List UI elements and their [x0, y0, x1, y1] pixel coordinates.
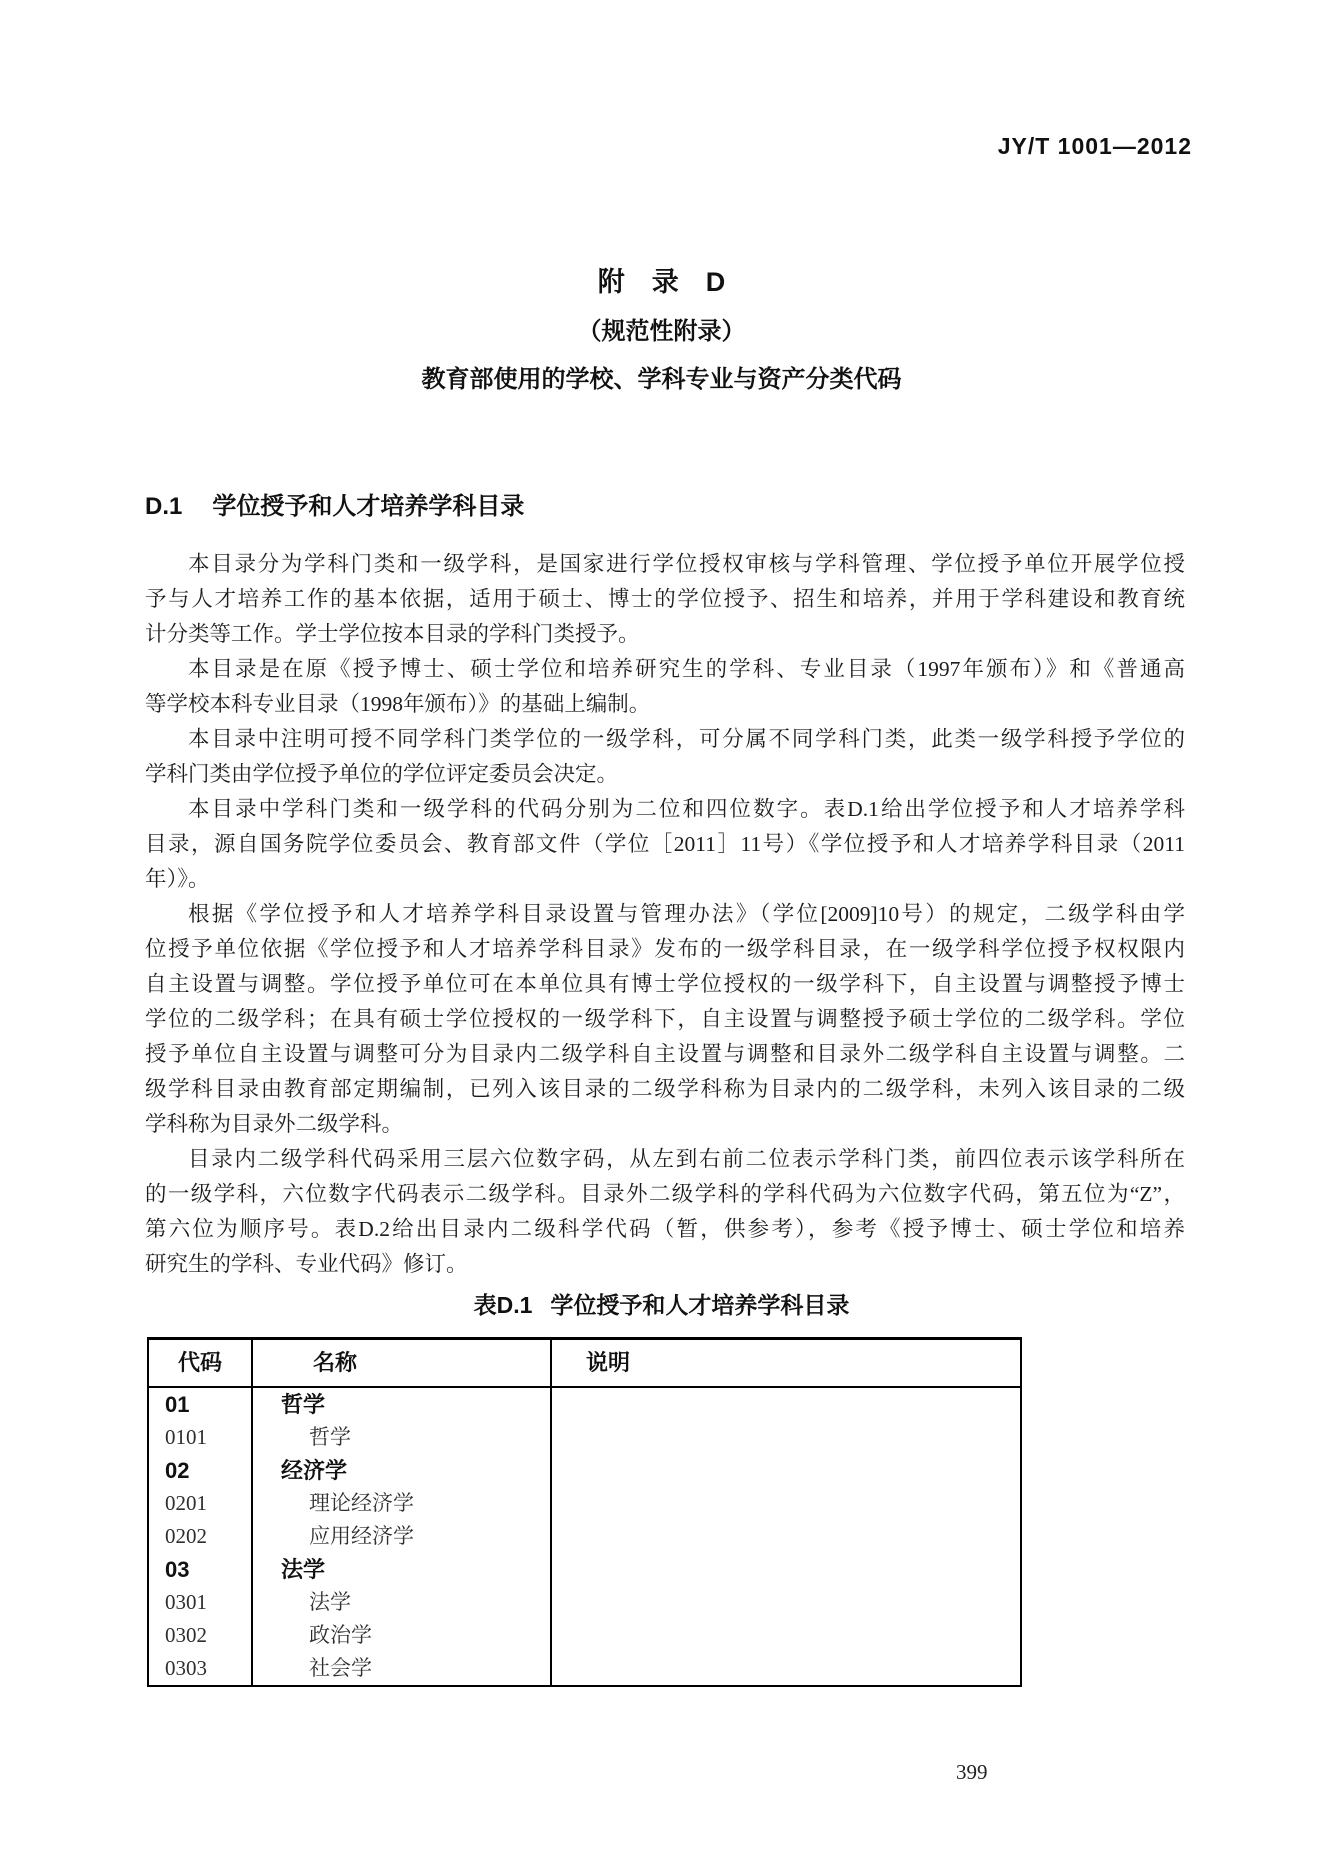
section-heading	[145, 486, 524, 521]
standard-code: JY/T 1001—2012	[997, 133, 1192, 159]
paragraph-line: 等学校本科专业目录（1998年颁布）》的基础上编制。	[145, 692, 651, 716]
table-row	[149, 1421, 1020, 1454]
cell-code: 02	[149, 1454, 253, 1487]
paragraph-line: 级学科目录由教育部定期编制，已列入该目录的二级学科称为目录内的二级学科，未列入该目录的二级	[145, 1077, 1185, 1101]
table-row	[149, 1454, 1020, 1487]
cell-name: 政治学	[253, 1619, 552, 1652]
table-caption	[0, 1287, 1323, 1320]
cell-name: 社会学	[253, 1652, 552, 1685]
table-row	[149, 1487, 1020, 1520]
paragraph-line: 本目录分为学科门类和一级学科，是国家进行学位授权审核与学科管理、学位授予单位开展学位授	[188, 552, 1185, 576]
paragraph-line: 学位的二级学科；在具有硕士学位授权的一级学科下，自主设置与调整授予硕士学位的二级学科。学位	[145, 1007, 1185, 1031]
paragraph-line: 学科门类由学位授予单位的学位评定委员会决定。	[145, 762, 619, 786]
cell-name: 经济学	[253, 1454, 552, 1487]
paragraph-line: 本目录是在原《授予博士、硕士学位和培养研究生的学科、专业目录（1997年颁布）》和《普通高	[188, 657, 1185, 681]
cell-desc	[552, 1421, 1020, 1454]
paragraph-line: 位授予单位依据《学位授予和人才培养学科目录》发布的一级学科目录，在一级学科学位授予权权限内	[145, 937, 1185, 961]
cell-desc	[552, 1586, 1020, 1619]
cell-code: 0301	[149, 1586, 253, 1619]
header-desc: 说明	[586, 1350, 631, 1375]
appendix-subtitle: （规范性附录）	[577, 318, 746, 345]
paragraph-line: 授予单位自主设置与调整可分为目录内二级学科自主设置与调整和目录外二级学科自主设置与调整。二	[145, 1042, 1185, 1066]
cell-desc	[552, 1454, 1020, 1487]
cell-desc	[552, 1619, 1020, 1652]
section-title: 学位授予和人才培养学科目录	[212, 493, 525, 520]
cell-name: 法学	[253, 1553, 552, 1586]
table-row	[149, 1388, 1020, 1421]
cell-desc	[552, 1487, 1020, 1520]
paragraph-line: 的一级学科，六位数字代码表示二级学科。目录外二级学科的学科代码为六位数字代码，第五位为“Z”，	[145, 1182, 1185, 1206]
paragraph-line: 目录，源自国务院学位委员会、教育部文件（学位［2011］11号）《学位授予和人才培养学科目录（2011	[145, 832, 1185, 856]
paragraph-line: 第六位为顺序号。表D.2给出目录内二级科学代码（暂，供参考），参考《授予博士、硕士学位和培养	[145, 1217, 1185, 1241]
cell-name: 哲学	[253, 1421, 552, 1454]
table-row	[149, 1586, 1020, 1619]
cell-name: 理论经济学	[253, 1487, 552, 1520]
table-row	[149, 1520, 1020, 1553]
cell-desc	[552, 1652, 1020, 1685]
cell-name: 哲学	[253, 1388, 552, 1421]
paragraph-line: 本目录中注明可授不同学科门类学位的一级学科，可分属不同学科门类，此类一级学科授予学位的	[188, 727, 1185, 751]
table-row	[149, 1652, 1020, 1685]
paragraph-line: 予与人才培养工作的基本依据，适用于硕士、博士的学位授予、招生和培养，并用于学科建设和教育统	[145, 587, 1185, 611]
section-number: D.1	[145, 493, 183, 520]
cell-code: 0303	[149, 1652, 253, 1685]
cell-name: 应用经济学	[253, 1520, 552, 1553]
header-code: 代码	[149, 1340, 253, 1386]
header-name: 名称	[253, 1340, 552, 1386]
table-row	[149, 1619, 1020, 1652]
paragraph-line: 年）》。	[145, 867, 210, 891]
paragraph-line: 计分类等工作。学士学位按本目录的学科门类授予。	[145, 622, 640, 646]
cell-desc	[552, 1520, 1020, 1553]
cell-desc	[552, 1388, 1020, 1421]
table-header-row	[149, 1340, 1020, 1388]
page-number: 399	[956, 1760, 988, 1784]
body-text	[145, 547, 1185, 1282]
paragraph-line: 目录内二级学科代码采用三层六位数字码，从左到右前二位表示学科门类，前四位表示该学科所在	[188, 1147, 1185, 1171]
catalog-table	[147, 1337, 1022, 1687]
appendix-title: 附 录 D	[597, 267, 726, 297]
table-caption-title: 学位授予和人才培养学科目录	[550, 1292, 850, 1318]
cell-desc	[552, 1553, 1020, 1586]
paragraph-line: 本目录中学科门类和一级学科的代码分别为二位和四位数字。表D.1给出学位授予和人才培养学科	[188, 797, 1185, 821]
cell-code: 0101	[149, 1421, 253, 1454]
cell-name: 法学	[253, 1586, 552, 1619]
paragraph-line: 研究生的学科、专业代码》修订。	[145, 1252, 468, 1276]
paragraph-line: 自主设置与调整。学位授予单位可在本单位具有博士学位授权的一级学科下，自主设置与调整授予博士	[145, 972, 1185, 996]
cell-code: 0202	[149, 1520, 253, 1553]
cell-code: 0201	[149, 1487, 253, 1520]
paragraph-line: 根据《学位授予和人才培养学科目录设置与管理办法》（学位[2009]10号）的规定，二级学科由学	[188, 902, 1185, 926]
table-row	[149, 1553, 1020, 1586]
table-caption-label: 表D.1	[473, 1292, 533, 1318]
cell-code: 01	[149, 1388, 253, 1421]
cell-code: 0302	[149, 1619, 253, 1652]
appendix-heading: 教育部使用的学校、学科专业与资产分类代码	[421, 366, 902, 393]
paragraph-line: 学科称为目录外二级学科。	[145, 1112, 404, 1136]
cell-code: 03	[149, 1553, 253, 1586]
